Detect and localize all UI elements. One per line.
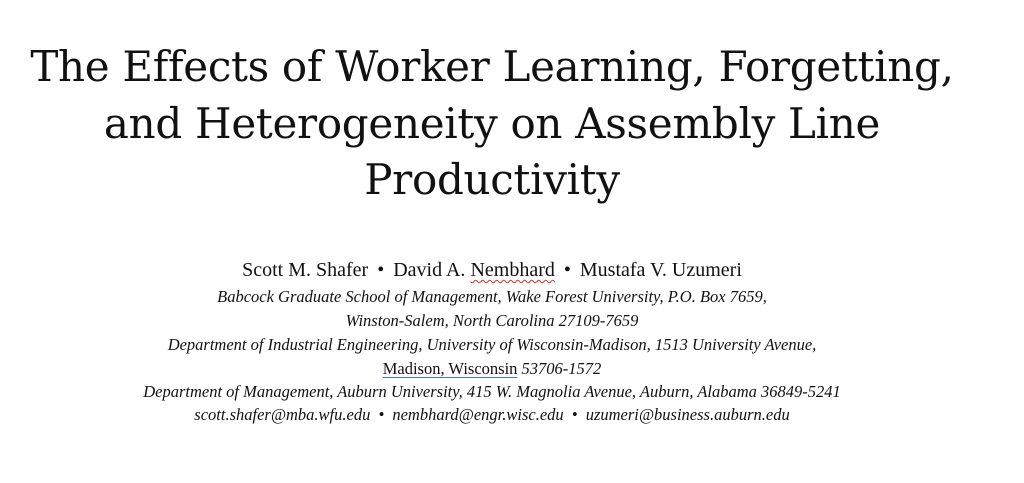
affiliation-line: Winston-Salem, North Carolina 27109-7659 (345, 311, 639, 330)
email-separator: • (378, 405, 385, 424)
email-address: nembhard@engr.wisc.edu (392, 405, 564, 424)
paper-title-line-2: and Heterogeneity on Assembly Line (103, 99, 881, 148)
author-name: Mustafa V. Uzumeri (579, 259, 742, 281)
grammar-flagged-text[interactable]: Madison, Wisconsin (382, 359, 518, 378)
affiliation-line: Department of Industrial Engineering, University of Wisconsin-Madison, 1513 University Avenue, (167, 335, 817, 354)
email-separator: • (571, 405, 578, 424)
spellcheck-flagged-word[interactable]: Nembhard (470, 259, 555, 281)
paper-title-line-3: Productivity (364, 155, 620, 204)
email-address: uzumeri@business.auburn.edu (585, 405, 790, 424)
author-emails (0, 405, 984, 425)
affiliation-line: Department of Management, Auburn University, 415 W. Magnolia Avenue, Auburn, Alabama 36849-5241 (143, 382, 841, 401)
affiliation-line: Babcock Graduate School of Management, Wake Forest University, P.O. Box 7659, (217, 287, 767, 306)
author-separator: • (377, 259, 385, 281)
paper-title-line-1: The Effects of Worker Learning, Forgetting, (30, 42, 954, 91)
affiliation-line (0, 359, 984, 379)
author-name: David A. Nembhard (393, 259, 555, 281)
author-name: Scott M. Shafer (242, 259, 369, 281)
author-list (0, 258, 984, 282)
author-separator: • (563, 259, 571, 281)
email-address: scott.shafer@mba.wfu.edu (194, 405, 371, 424)
affiliation-postal-code: 53706-1572 (517, 359, 602, 378)
